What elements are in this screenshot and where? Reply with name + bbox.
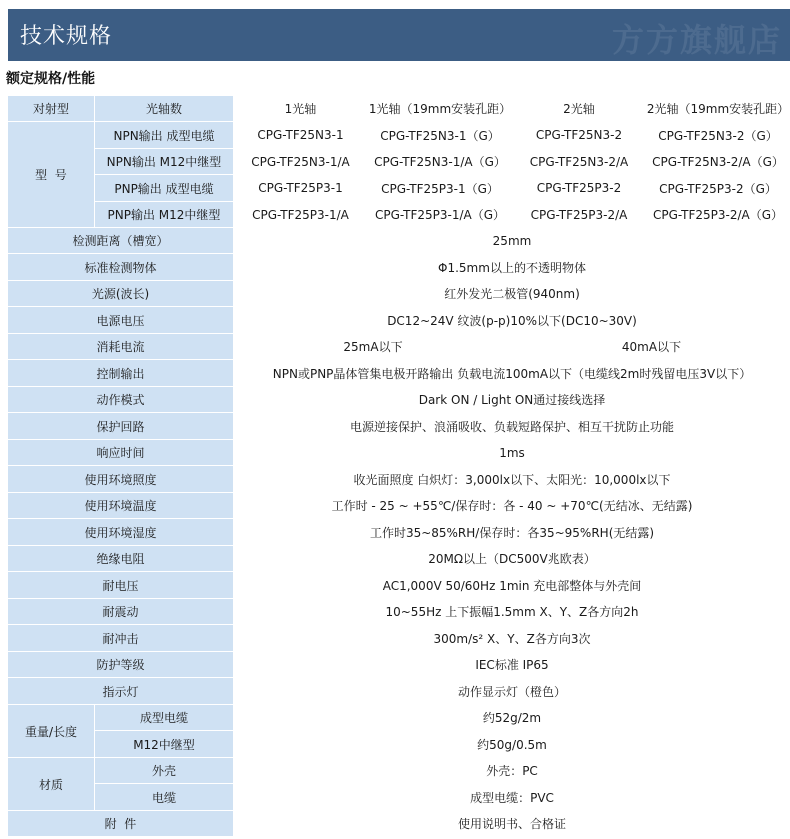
header-banner <box>8 9 790 61</box>
spec-row <box>8 307 790 334</box>
spec-row <box>8 678 790 705</box>
spec-label: 耐震动 <box>8 599 234 625</box>
spec-value: 10~55Hz 上下振幅1.5mm X、Y、Z各方向2h <box>234 599 790 625</box>
spec-label: 使用环境温度 <box>8 493 234 519</box>
spec-value: 工作时35~85%RH/保存时：各35~95%RH(无结露) <box>234 519 790 546</box>
column-header: 1光轴（19mm安装孔距） <box>368 96 513 122</box>
model-cell: CPG-TF25P3-1（G） <box>368 175 513 202</box>
weight-value: 约52g/2m <box>234 705 790 731</box>
spec-value: AC1,000V 50/60Hz 1min 充电部整体与外壳间 <box>234 572 790 599</box>
spec-row <box>8 281 790 307</box>
spec-label: 电源电压 <box>8 307 234 334</box>
spec-row <box>8 228 790 254</box>
model-cell: CPG-TF25N3-2/A <box>513 149 646 175</box>
page-title: 技术规格 <box>20 24 113 49</box>
model-cell: CPG-TF25N3-1/A <box>234 149 368 175</box>
model-cell: CPG-TF25P3-2/A（G） <box>646 202 790 228</box>
spec-row <box>8 360 790 387</box>
material-label: 材质 <box>8 758 95 811</box>
spec-row <box>8 546 790 572</box>
spec-value: 动作显示灯（橙色） <box>234 678 790 705</box>
material-part: 电缆 <box>95 784 234 811</box>
model-cell: CPG-TF25P3-2/A <box>513 202 646 228</box>
spec-value: 工作时 - 25 ~ +55℃/保存时：各 - 40 ~ +70℃(无结冰、无结露) <box>234 493 790 519</box>
spec-value: 25mm <box>234 228 790 254</box>
spec-row <box>8 440 790 466</box>
model-variant: PNP输出 M12中继型 <box>95 202 234 228</box>
model-cell: CPG-TF25P3-1/A（G） <box>368 202 513 228</box>
spec-row <box>8 493 790 519</box>
spec-row <box>8 625 790 652</box>
spec-label: 动作模式 <box>8 387 234 413</box>
spec-row <box>8 254 790 281</box>
model-row <box>8 122 790 149</box>
material-row <box>8 758 790 784</box>
spec-value: NPN或PNP晶体管集电极开路输出 负载电流100mA以下（电缆线2m时残留电压3V以下） <box>234 360 790 387</box>
model-row <box>8 175 790 202</box>
spec-row <box>8 519 790 546</box>
spec-value: Dark ON / Light ON通过接线选择 <box>234 387 790 413</box>
spec-label: 使用环境湿度 <box>8 519 234 546</box>
spec-label: 使用环境照度 <box>8 466 234 493</box>
spec-value: 300m/s² X、Y、Z各方向3次 <box>234 625 790 652</box>
spec-label: 响应时间 <box>8 440 234 466</box>
spec-value: 红外发光二极管(940nm) <box>234 281 790 307</box>
spec-row <box>8 652 790 678</box>
spec-value: DC12~24V 纹波(p-p)10%以下(DC10~30V) <box>234 307 790 334</box>
weight-variant: 成型电缆 <box>95 705 234 731</box>
spec-label: 防护等级 <box>8 652 234 678</box>
accessory-value: 使用说明书、合格证 <box>234 811 790 837</box>
model-label: 型 号 <box>8 122 95 228</box>
spec-row <box>8 387 790 413</box>
spec-row <box>8 599 790 625</box>
column-header: 2光轴（19mm安装孔距） <box>646 96 790 122</box>
weight-value: 约50g/0.5m <box>234 731 790 758</box>
material-value: 成型电缆：PVC <box>234 784 790 811</box>
model-cell: CPG-TF25P3-2 <box>513 175 646 202</box>
spec-label: 指示灯 <box>8 678 234 705</box>
model-cell: CPG-TF25N3-1 <box>234 122 368 149</box>
table-header-row <box>8 96 790 122</box>
watermark: 方方旗舰店 <box>611 21 782 59</box>
model-row <box>8 202 790 228</box>
spec-label: 消耗电流 <box>8 334 234 360</box>
accessory-label: 附 件 <box>8 811 234 837</box>
spec-value: IEC标准 IP65 <box>234 652 790 678</box>
model-variant: NPN输出 M12中继型 <box>95 149 234 175</box>
spec-value: 电源逆接保护、浪涌吸收、负载短路保护、相互干扰防止功能 <box>234 413 790 440</box>
column-header: 1光轴 <box>234 96 368 122</box>
weight-row <box>8 731 790 758</box>
spec-table <box>7 95 790 837</box>
model-cell: CPG-TF25N3-2（G） <box>646 122 790 149</box>
column-header: 2光轴 <box>513 96 646 122</box>
spec-value: 20MΩ以上（DC500V兆欧表） <box>234 546 790 572</box>
model-variant: NPN输出 成型电缆 <box>95 122 234 149</box>
weight-label: 重量/长度 <box>8 705 95 758</box>
model-cell: CPG-TF25P3-1/A <box>234 202 368 228</box>
model-cell: CPG-TF25P3-2（G） <box>646 175 790 202</box>
spec-value: 1ms <box>234 440 790 466</box>
model-cell: CPG-TF25N3-1/A（G） <box>368 149 513 175</box>
spec-label: 标准检测物体 <box>8 254 234 281</box>
type-header: 对射型 <box>8 96 95 122</box>
spec-value: Φ1.5mm以上的不透明物体 <box>234 254 790 281</box>
spec-row <box>8 413 790 440</box>
material-part: 外壳 <box>95 758 234 784</box>
current-value-2-axis: 40mA以下 <box>513 334 790 360</box>
accessory-row <box>8 811 790 837</box>
model-row <box>8 149 790 175</box>
spec-label: 耐电压 <box>8 572 234 599</box>
material-row <box>8 784 790 811</box>
axis-header: 光轴数 <box>95 96 234 122</box>
spec-label: 绝缘电阻 <box>8 546 234 572</box>
model-cell: CPG-TF25N3-1（G） <box>368 122 513 149</box>
current-row <box>8 334 790 360</box>
spec-label: 控制输出 <box>8 360 234 387</box>
spec-row <box>8 466 790 493</box>
spec-label: 耐冲击 <box>8 625 234 652</box>
model-cell: CPG-TF25N3-2/A（G） <box>646 149 790 175</box>
spec-label: 检测距离（槽宽） <box>8 228 234 254</box>
model-cell: CPG-TF25N3-2 <box>513 122 646 149</box>
section-title: 额定规格/性能 <box>6 71 96 87</box>
material-value: 外壳：PC <box>234 758 790 784</box>
weight-row <box>8 705 790 731</box>
model-cell: CPG-TF25P3-1 <box>234 175 368 202</box>
weight-variant: M12中继型 <box>95 731 234 758</box>
model-variant: PNP输出 成型电缆 <box>95 175 234 202</box>
spec-label: 保护回路 <box>8 413 234 440</box>
spec-label: 光源(波长) <box>8 281 234 307</box>
current-value-1-axis: 25mA以下 <box>234 334 513 360</box>
spec-row <box>8 572 790 599</box>
spec-value: 收光面照度 白炽灯：3,000lx以下、太阳光：10,000lx以下 <box>234 466 790 493</box>
